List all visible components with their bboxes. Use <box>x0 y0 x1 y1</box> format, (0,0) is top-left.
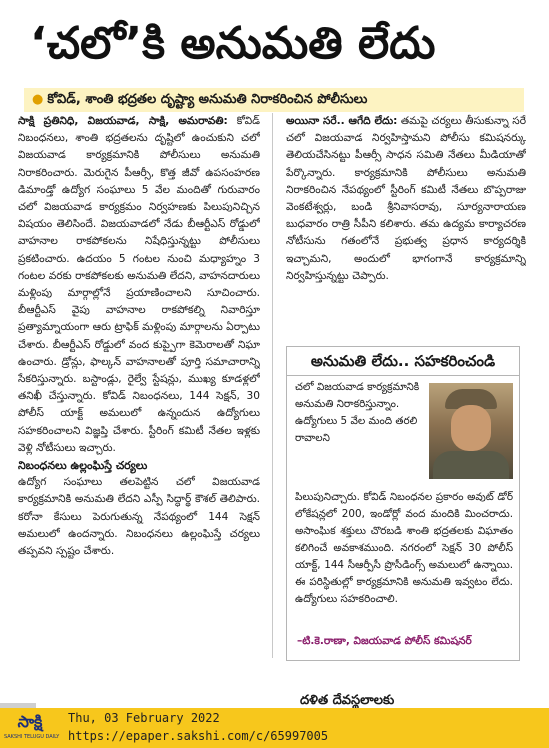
right-column <box>286 113 526 338</box>
left-paragraph-2: ఉద్యోగ సంఘాలు తలపెట్టిన చలో విజయవాడ కార్యక్రమానికి అనుమతి లేదని ఎస్పీ సిద్ధార్థ్ కౌశల్ తెలిపారు. కరోనా కేసులు పెరుగుతున్న నేపథ్యంలో 144 సెక్షన్ అమలులో ఉందన్నారు. నిబంధనలు ఉల్లంఘిస్తే చర్యలు తప్పవని స్పష్టం చేశారు. <box>18 476 260 558</box>
commissioner-photo <box>429 383 513 479</box>
bullet-icon: ● <box>32 92 44 107</box>
dateline: సాక్షి ప్రతినిధి, విజయవాడ, సాక్షి, అమరావతి: <box>18 115 228 127</box>
photo-face-shape <box>451 405 491 451</box>
box-text-top: చలో విజయవాడ కార్యక్రమానికి అనుమతి నిరాకరిస్తున్నాం. ఉద్యోగులు 5 వేల మంది తరలి రావాలని <box>295 381 420 444</box>
left-paragraph-1-text: కోవిడ్ నిబంధనలు, శాంతి భద్రతలను దృష్టిలో ఉంచుకుని చలో విజయవాడ కార్యక్రమానికి పోలీసులు అనుమతి నిరాకరించారు. మెరుగైన పీఆర్సీ, కొత్త జీవో ఉపసంహరణ డిమాండ్తో ఉద్యోగ సంఘాలు 5 వేల మందితో గురువారం చలో విజయవాడ కార్యక్రమం నిర్వహణకు పిలుపునిచ్చిన విషయం తెలిసిందే. విజయవాడలో నేడు బీఆర్టీఎస్ రోడ్డులో వాహనాల రాకపోకలను నిషేధిస్తున్నట్టు పోలీసులు ప్రకటించారు. ఉదయం 5 గంటల నుంచి మధ్యాహ్నం 3 గంటల వరకు రాకపోకలకు అనుమతి లేదని, వాహనదారులు మళ్లింపు మార్గాల్లోనే ప్రయాణించాలని సూచించారు. బీఆర్టీఎస్ వైపు వాహనాల రాకపోకల్ని నివారిస్తూ ప్రత్యామ్నాయంగా ఆరు ట్రాఫిక్ మళ్లింపు మార్గాలను ఏర్పాటు చేశారు. బీఆర్టీఎస్ రోడ్డులో వంద కుప్పైగా కెమెరాలతో నిఘా ఉంచారు. డ్రోన్లు, ఫాల్కన్ వాహనాలతో పూర్తి సమాచారాన్ని సేకరిస్తున్నారు. బస్టాండ్లు, రైల్వే స్టేషన్లు, ముఖ్య కూడళ్లలో తనిఖీ చేస్తున్నారు. కోవిడ్ నిబంధనలు, 144 సెక్షన్, 30 పోలీస్ యాక్ట్ అమలులో ఉన్నందున ఉద్యోగులు సహకరించాలని విజ్ఞప్తి చేశారు. స్టీరింగ్ కమిటీ నేతల ఇళ్లకు వెళ్లి నోటీసులు ఇచ్చారు. <box>18 115 260 454</box>
right-paragraph-text: తమపై చర్యలు తీసుకున్నా సరే చలో విజయవాడ నిర్వహిస్తామని పోలీసు కమిషనర్కు తెలియచేసినట్టు పీఆర్సీ సాధన సమితి నేతలు మీడియాతో పేర్కొన్నారు. కార్యక్రమానికి పోలీసులు అనుమతి నిరాకరించిన నేపథ్యంలో స్టీరింగ్ కమిటీ నేతలు బొప్పరాజు వెంకటేశ్వర్లు, బండి శ్రీనివాసరావు, సూర్యనారాయణ బుధవారం రాత్రి సీపీని కలిశారు. తమ ఉద్యమ కార్యాచరణ నోటీసును గతంలోనే ప్రభుత్వ ప్రధాన కార్యదర్శికి ఇచ్చామని, అందులో భాగంగానే కార్యక్రమాన్ని నిర్వహిస్తున్నట్టు చెప్పారు. <box>286 115 526 282</box>
logo-subtext: SAKSHI TELUGU DAILY <box>4 734 60 740</box>
right-paragraph <box>286 113 526 285</box>
footer-bar <box>0 708 549 748</box>
logo-text: సాక్షి <box>17 712 43 731</box>
left-column <box>18 113 260 661</box>
box-title: అనుమతి లేదు.. సహకరించండి <box>287 347 519 376</box>
footer-url[interactable]: https://epaper.sakshi.com/c/65997005 <box>68 729 329 743</box>
photo-uniform-shape <box>433 451 509 479</box>
quote-box <box>286 346 520 661</box>
next-article-heading: దళిత దేవస్థలాలకు <box>300 693 395 708</box>
box-credit: –టి.కె.రాణా, విజయవాడ పోలీస్ కమిషనర్ <box>297 635 472 647</box>
left-paragraph-1 <box>18 113 260 457</box>
left-subheading: నిబంధనలు ఉల్లంఘిస్తే చర్యలు <box>18 459 148 473</box>
headline: ‘చలో’కి అనుమతి లేదు <box>30 18 436 69</box>
sakshi-logo[interactable] <box>4 711 60 745</box>
box-text-bottom: పిలుపునిచ్చారు. కోవిడ్ నిబంధనల ప్రకారం అవుట్ డోర్ లోకేషన్లలో 200, ఇండోర్లో వంద మందికి మించరాదు. అసాంఘిక శక్తులు చొరబడి శాంతి భద్రతలకు విఘాతం కలిగించే అవకాశముంది. నగరంలో సెక్షన్ 30 పోలీస్ యాక్ట్, 144 సీఆర్పీసీ ప్రొసీడింగ్స్ అమలులో ఉన్నాయి. ఈ పరిస్థితుల్లో కార్యక్రమానికి అనుమతి ఇవ్వటం లేదు. ఉద్యోగులు సహకరించాలి. <box>295 491 513 605</box>
right-lead: అయినా సరే.. ఆగేది లేదు: <box>286 115 398 127</box>
subheadline-bar <box>24 88 524 112</box>
column-divider <box>272 113 273 658</box>
subheadline: కోవిడ్, శాంతి భద్రతల దృష్ట్యా అనుమతి నిరాకరించిన పోలీసులు <box>47 92 368 107</box>
footer-date: Thu, 03 February 2022 <box>68 711 220 725</box>
